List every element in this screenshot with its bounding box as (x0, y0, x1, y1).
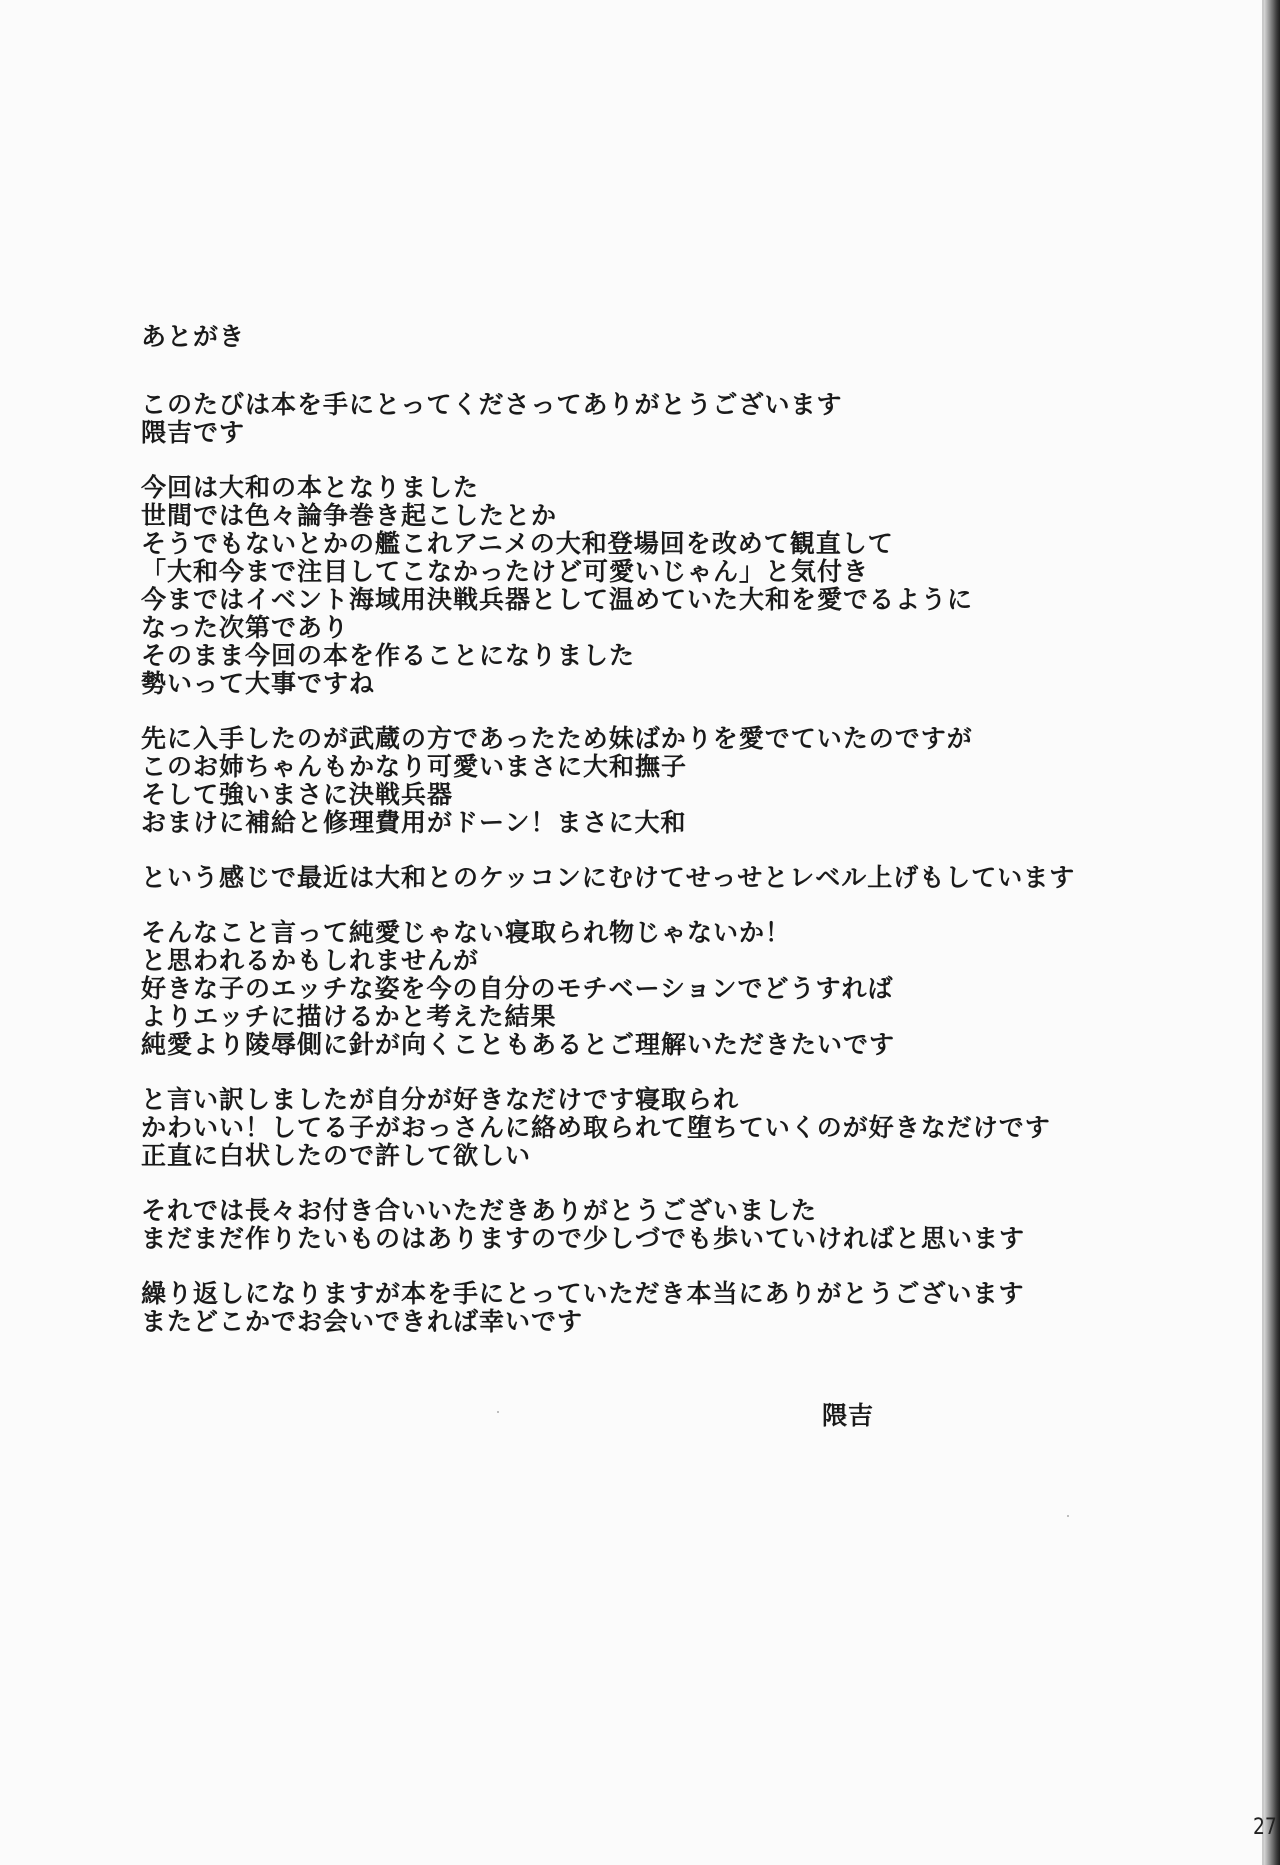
page-number: 27 (1253, 1815, 1277, 1840)
text-line: それでは長々お付き合いいただきありがとうございました (141, 1196, 818, 1225)
text-line: 純愛より陵辱側に針が向くこともあるとご理解いただきたいです (141, 1030, 896, 1059)
paper-speck (497, 1411, 499, 1413)
text-line: このお姉ちゃんもかなり可愛いまさに大和撫子 (141, 752, 688, 781)
paragraph-1 (141, 391, 1201, 447)
text-line: 好きな子のエッチな姿を今の自分のモチベーションでどうすれば (141, 974, 894, 1003)
paragraph-7 (141, 1197, 1201, 1253)
paragraph-5 (141, 919, 1201, 1059)
text-line: 今まではイベント海域用決戦兵器として温めていた大和を愛でるように (141, 585, 974, 614)
text-line: 正直に白状したので許して欲しい (141, 1141, 532, 1170)
text-line: そして強いまさに決戦兵器 (141, 780, 454, 809)
text-line: よりエッチに描けるかと考えた結果 (141, 1002, 557, 1031)
text-line: まだまだ作りたいものはありますので少しづでも歩いていければと思います (141, 1224, 1026, 1253)
text-line: 今回は大和の本となりました (141, 473, 480, 502)
text-line: 世間では色々論争巻き起こしたとか (141, 501, 558, 530)
text-line: またどこかでお会いできれば幸いです (141, 1307, 584, 1336)
text-line: と言い訳しましたが自分が好きなだけです寝取られ (141, 1085, 740, 1114)
text-line: という感じで最近は大和とのケッコンにむけてせっせとレベル上げもしています (141, 863, 1076, 892)
paper-speck (1067, 1515, 1069, 1517)
text-line: 繰り返しになりますが本を手にとっていただき本当にありがとうございます (141, 1279, 1025, 1308)
text-line: と思われるかもしれませんが (141, 946, 480, 975)
afterword-text-block (141, 323, 1201, 1363)
text-line: おまけに補給と修理費用がドーン！まさに大和 (141, 808, 687, 837)
afterword-title: あとがき (141, 322, 246, 351)
paragraph-6 (141, 1086, 1201, 1170)
text-line: そのまま今回の本を作ることになりました (141, 641, 636, 670)
author-signature: 隈吉 (822, 1401, 875, 1430)
text-line: そんなこと言って純愛じゃない寝取られ物じゃないか！ (141, 918, 792, 947)
text-line: そうでもないとかの艦これアニメの大和登場回を改めて観直して (141, 529, 894, 558)
text-line: 隈吉です (141, 418, 246, 447)
text-line: このたびは本を手にとってくださってありがとうございます (141, 390, 843, 419)
paragraph-3 (141, 725, 1201, 837)
text-line: 先に入手したのが武蔵の方であったため妹ばかりを愛でていたのですが (141, 724, 973, 753)
text-line: なった次第であり (141, 613, 350, 642)
paragraph-4 (141, 864, 1201, 892)
text-line: 勢いって大事ですね (141, 669, 376, 698)
text-line: 「大和今まで注目してこなかったけど可愛いじゃん」と気付き (141, 557, 870, 586)
text-line: かわいい！してる子がおっさんに絡め取られて堕ちていくのが好きなだけです (141, 1113, 1051, 1142)
page-edge-shadow (1264, 0, 1280, 1865)
paragraph-2 (141, 474, 1201, 698)
paragraph-8 (141, 1280, 1201, 1336)
